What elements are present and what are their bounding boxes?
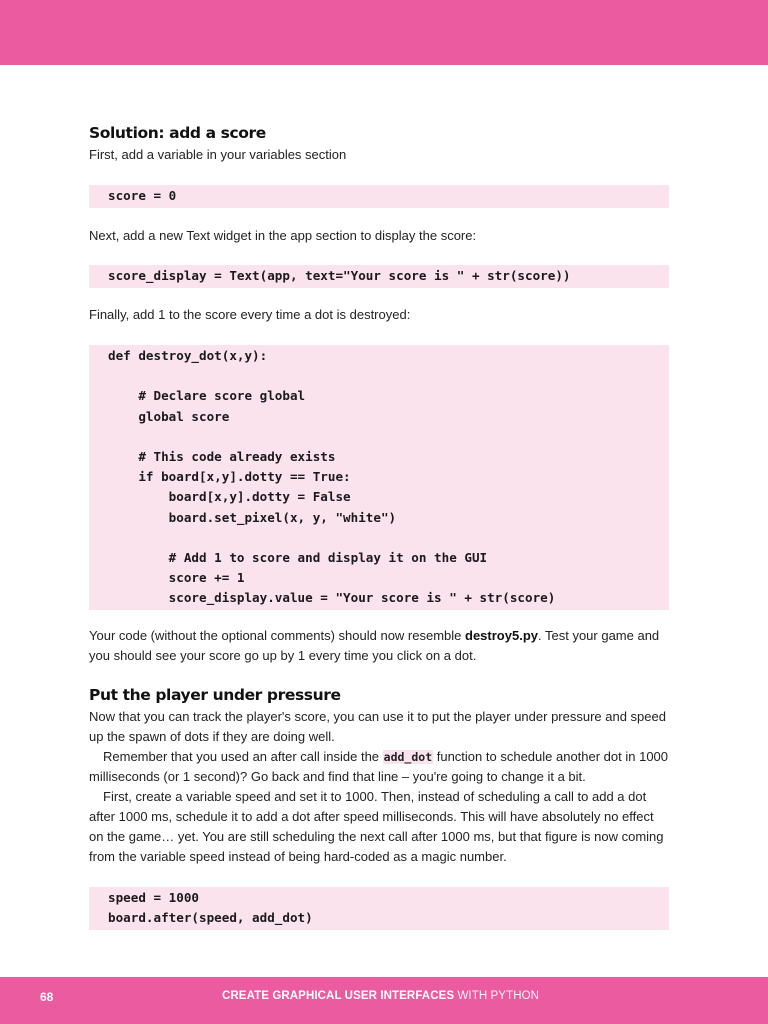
header-band <box>0 0 768 65</box>
pressure-para2-before: Remember that you used an after call inside the <box>103 749 383 764</box>
page-number: 68 <box>40 990 54 1004</box>
section-heading-score: Solution: add a score <box>89 124 266 142</box>
running-title-light: WITH PYTHON <box>457 990 540 1002</box>
code-block-score-display: score_display = Text(app, text="Your score is " + str(score)) <box>89 265 669 288</box>
section-heading-pressure: Put the player under pressure <box>89 686 341 704</box>
pressure-para2-after: function to schedule another dot in 1000 milliseconds (or 1 second)? Go back and find that line – you're going to change it a bit. <box>89 749 669 784</box>
pressure-paragraph-1: Now that you can track the player's score, you can use it to put the player under pressure and speed up the spawn of dots if they are doing well. <box>89 709 666 744</box>
finally-paragraph: Finally, add 1 to the score every time a dot is destroyed: <box>89 307 411 322</box>
code-block-speed: speed = 1000 board.after(speed, add_dot) <box>89 887 669 930</box>
intro-paragraph: First, add a variable in your variables section <box>89 147 347 162</box>
pressure-para3-text: First, create a variable speed and set it to 1000. Then, instead of scheduling a call to add a dot after 1000 ms, schedule it to add a dot after speed milliseconds. This will have absolutely no effect on the game… yet. You are still scheduling the next call after 1000 ms, but that figure is now coming from the variable speed instead of being hard-coded as a magic number. <box>89 789 664 864</box>
inline-code-add-dot: add_dot <box>383 750 433 764</box>
running-title-strong: CREATE GRAPHICAL USER INTERFACES <box>222 990 455 1002</box>
pressure-paragraph-2 <box>89 747 669 787</box>
code-block-score-variable: score = 0 <box>89 185 669 208</box>
resemble-filename: destroy5.py <box>465 628 538 643</box>
resemble-text-after: . Test your game and you should see your score go up by 1 every time you click on a dot. <box>89 628 660 663</box>
resemble-text-before: Your code (without the optional comments) should now resemble <box>89 628 466 643</box>
pressure-paragraph-3 <box>89 787 669 867</box>
resemble-paragraph <box>89 626 669 666</box>
code-block-destroy-dot: def destroy_dot(x,y): # Declare score global global score # This code already exists if board[x,y].dotty == True: board[x,y].dotty = False board.set_pixel(x, y, "white") # Add 1 to score and display it on the GUI score += 1 score_display.value = "Your score is " + str(score) <box>89 345 669 610</box>
next-paragraph: Next, add a new Text widget in the app section to display the score: <box>89 228 477 243</box>
running-title <box>222 990 539 1002</box>
